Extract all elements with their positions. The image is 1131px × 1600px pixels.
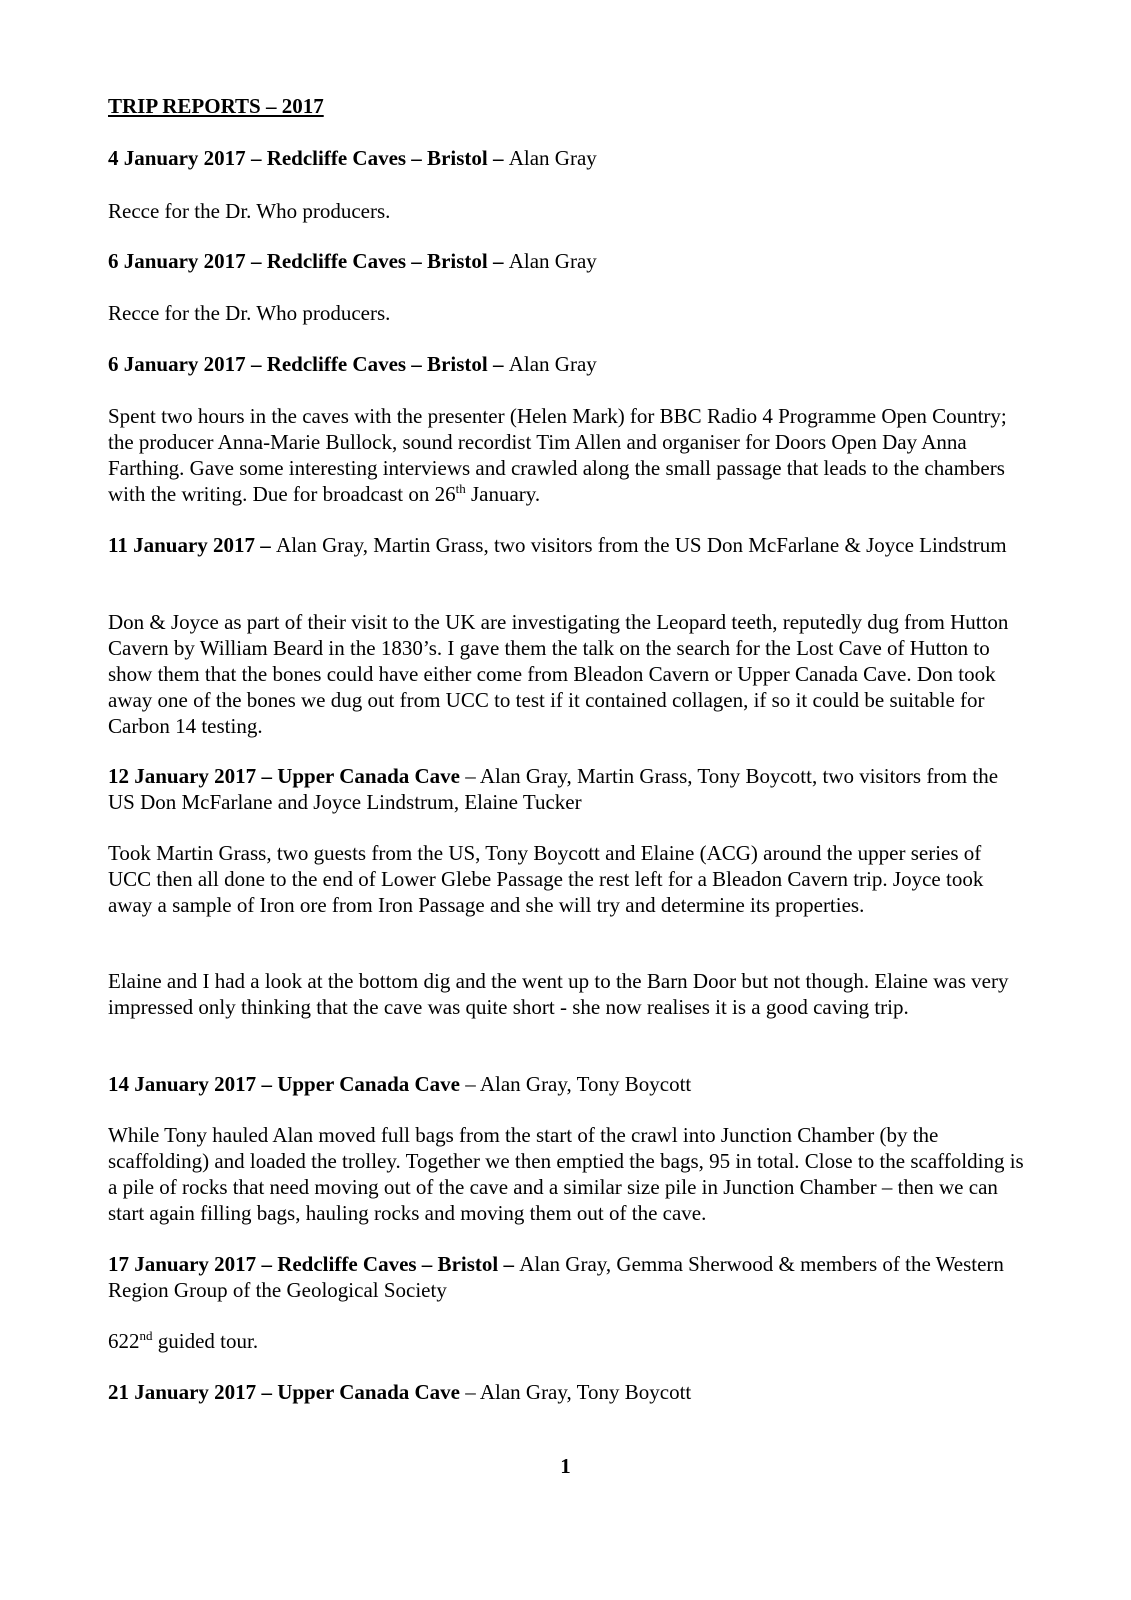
entry-people: Alan Gray [508, 352, 597, 376]
entry-date: 11 January 2017 [108, 533, 256, 557]
entry-separator: – [459, 764, 480, 788]
entry-body: Don & Joyce as part of their visit to the UK are investigating the Leopard teeth, reputedly dug from Hutton Cavern by William Beard in the 1830’s. I gave them the talk on the search for the Lost Cave of Hutton to show them that the bones could have either come from Bleadon Cavern or Upper Canada Cave. Don took away one of the bones we dug out from UCC to test if it contained collagen, if so it could be suitable for Carbon 14 testing. [108, 610, 1009, 738]
page-number: 1 [560, 1454, 571, 1478]
entry-heading [108, 763, 1028, 815]
entry-body: Took Martin Grass, two guests from the US, Tony Boycott and Elaine (ACG) around the upper series of UCC then all done to the end of Lower Glebe Passage the rest left for a Bleadon Cavern trip. Joyce took away a sample of Iron ore from Iron Passage and she will try and determine its properties. [108, 841, 984, 917]
entry-body [108, 403, 1028, 507]
entry-heading [108, 532, 1028, 558]
entry-separator: – [487, 352, 509, 376]
entry-location: Upper Canada Cave [277, 764, 460, 788]
entry-people: Alan Gray, Tony Boycott [479, 1380, 692, 1404]
entry-body: Recce for the Dr. Who producers. [108, 301, 391, 325]
entry-separator: – [255, 533, 277, 557]
ordinal-suffix: nd [139, 1328, 153, 1343]
document-title: TRIP REPORTS – 2017 [108, 94, 324, 118]
entry-location: Redcliffe Caves – Bristol [277, 1252, 499, 1276]
entry-separator: – [245, 249, 267, 273]
entry-people: Alan Gray, Martin Grass, Tony Boycott, two visitors from the US Don McFarlane and Joyce Lindstrum, Elaine Tucker [108, 764, 999, 814]
entry-separator: – [256, 764, 278, 788]
entry-date: 14 January 2017 [108, 1072, 257, 1096]
entry-separator: – [256, 1072, 278, 1096]
entry-separator: – [245, 352, 267, 376]
entry-heading [108, 1071, 1028, 1097]
entry-people: Alan Gray, Tony Boycott [479, 1072, 692, 1096]
entry-date: 6 January 2017 [108, 352, 246, 376]
entry-date: 6 January 2017 [108, 249, 246, 273]
entry-separator: – [245, 146, 267, 170]
entry-separator: – [498, 1252, 520, 1276]
entry-separator: – [487, 146, 509, 170]
entry-body: While Tony hauled Alan moved full bags from the start of the crawl into Junction Chamber (by the scaffolding) and loaded the trolley. Together we then emptied the bags, 95 in total. Close to the scaffolding is a pile of rocks that need moving out of the cave and a similar size pile in Junction Chamber – then we can start again filling bags, hauling rocks and moving them out of the cave. [108, 1123, 1024, 1225]
entry-people: Alan Gray [508, 146, 597, 170]
entry-people: Alan Gray, Gemma Sherwood & members of the Western Region Group of the Geological Society [108, 1252, 1004, 1302]
entry-body: Recce for the Dr. Who producers. [108, 199, 391, 223]
entry-separator: – [487, 249, 509, 273]
entry-body-text: Spent two hours in the caves with the presenter (Helen Mark) for BBC Radio 4 Programme Open Country; the producer Anna-Marie Bullock, sound recordist Tim Allen and organiser for Doors Open Day Anna Farthing. Gave some interesting interviews and crawled along the small passage that leads to the chambers with the writing. Due for broadcast on 26 [108, 404, 1007, 506]
entry-heading [108, 1379, 1028, 1405]
entry-date: 12 January 2017 [108, 764, 257, 788]
entry-location: Redcliffe Caves – Bristol [266, 146, 488, 170]
entry-heading [108, 351, 1028, 377]
entry-body-text: 622 [108, 1329, 140, 1353]
entry-body-text: January. [465, 482, 541, 506]
entry-location: Redcliffe Caves – Bristol [266, 352, 488, 376]
entry-date: 4 January 2017 [108, 146, 246, 170]
entry-date: 17 January 2017 [108, 1252, 257, 1276]
entry-heading [108, 248, 1028, 274]
ordinal-suffix: th [455, 481, 466, 496]
entry-people: Alan Gray, Martin Grass, two visitors from the US Don McFarlane & Joyce Lindstrum [276, 533, 1007, 557]
entry-heading [108, 1251, 1028, 1303]
entry-people: Alan Gray [508, 249, 597, 273]
entry-location: Redcliffe Caves – Bristol [266, 249, 488, 273]
entry-date: 21 January 2017 [108, 1380, 257, 1404]
entry-separator: – [256, 1252, 278, 1276]
entry-separator: – [459, 1072, 480, 1096]
entry-heading [108, 145, 1028, 171]
entry-separator: – [256, 1380, 278, 1404]
entry-body-text: guided tour. [152, 1329, 259, 1353]
entry-location: Upper Canada Cave [277, 1380, 460, 1404]
entry-location: Upper Canada Cave [277, 1072, 460, 1096]
entry-body: Elaine and I had a look at the bottom dig and the went up to the Barn Door but not though. Elaine was very impressed only thinking that the cave was quite short - she now realises it is a good caving trip. [108, 969, 1009, 1019]
entry-separator: – [459, 1380, 480, 1404]
entry-body [108, 1328, 1028, 1354]
